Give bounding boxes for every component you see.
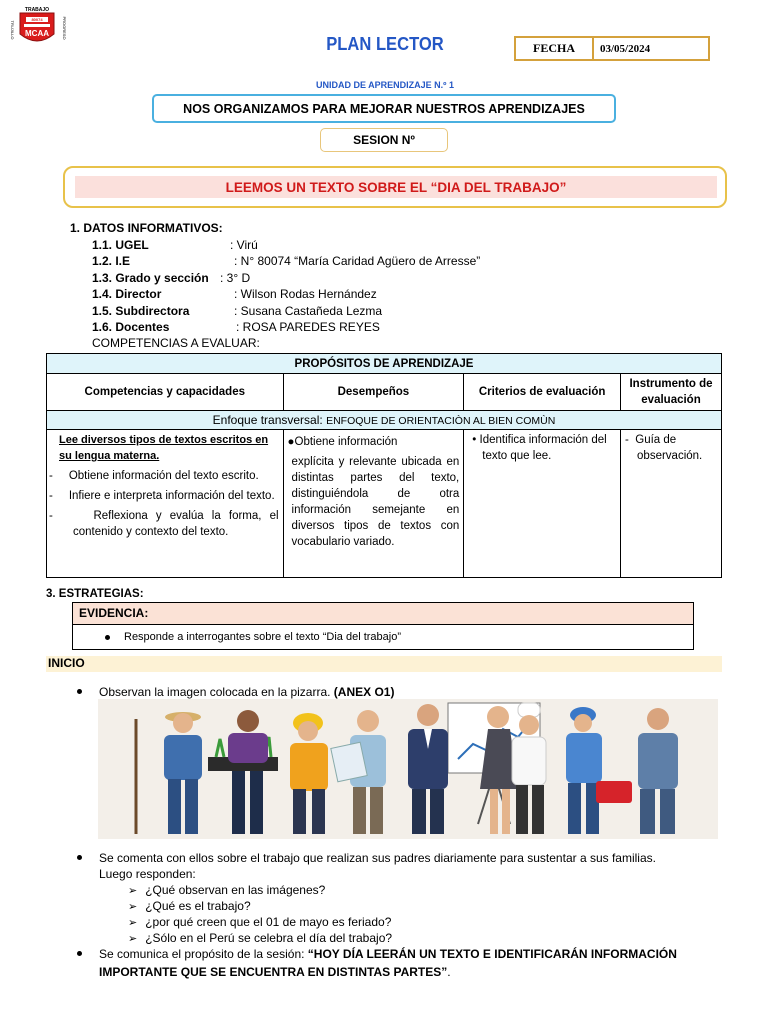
start-bullet-1 xyxy=(99,684,394,700)
date-box xyxy=(514,36,710,61)
capacity-text: Reflexiona y evalúa la forma, el contenido y contexto del texto. xyxy=(73,510,279,538)
column-header: Competencias y capacidades xyxy=(47,374,284,411)
performance-lead: Obtiene información xyxy=(294,436,398,448)
purpose-text-2: IMPORTANTE QUE SE ENCUENTRA EN DISTINTAS PARTES” xyxy=(99,965,448,979)
arrow-bullet-icon: ➢ xyxy=(128,885,138,897)
arrow-bullet-icon: ➢ xyxy=(128,901,138,913)
info-value: : Susana Castañeda Lezma xyxy=(234,303,383,318)
question-text: ¿por qué creen que el 01 de mayo es feriado? xyxy=(145,915,392,929)
page-title: PLAN LECTOR xyxy=(326,34,444,54)
bullet-icon xyxy=(77,855,82,860)
competency-title: Lee diversos tipos de textos escritos en su lengua materna. xyxy=(59,434,269,462)
arrow-bullet-icon: ➢ xyxy=(128,933,138,945)
evidence-box xyxy=(72,602,694,650)
bullet-text: Se comenta con ellos sobre el trabajo que realizan sus padres diariamente para sustentar a sus familias. xyxy=(99,851,656,865)
column-header: Criterios de evaluación xyxy=(464,374,621,411)
unit-title: NOS ORGANIZAMOS PARA MEJORAR NUESTROS APRENDIZAJES xyxy=(152,94,616,123)
transversal-approach xyxy=(47,411,722,430)
question-text: ¿Qué es el trabajo? xyxy=(145,899,251,913)
info-row xyxy=(70,303,383,320)
start-section-heading: INICIO xyxy=(46,656,722,672)
question-item xyxy=(128,930,392,947)
bullet-bold: (ANEX O1) xyxy=(333,685,395,699)
info-value: : Wilson Rodas Hernández xyxy=(234,287,377,301)
logo-side-left: TRUJILLO xyxy=(10,20,15,40)
info-row xyxy=(70,319,380,336)
approach-value: ENFOQUE DE ORIENTACIÒN AL BIEN COMÙN xyxy=(326,415,556,427)
bullet-text: Observan la imagen colocada en la pizarra. xyxy=(99,685,334,699)
arrow-bullet-icon: ➢ xyxy=(128,917,138,929)
evidence-text: Responde a interrogantes sobre el texto “Dia del trabajo” xyxy=(124,631,401,643)
capacity-text: Obtiene información del texto escrito. xyxy=(68,470,259,482)
approach-label: Enfoque transversal: xyxy=(212,413,323,427)
unit-heading: UNIDAD DE APRENDIZAJE N.º 1 xyxy=(316,80,454,90)
date-label: FECHA xyxy=(516,38,594,59)
start-bullet-3-continuation xyxy=(99,964,451,980)
performance-first-line: ●Obtiene información xyxy=(287,436,398,448)
bullet-icon xyxy=(77,951,82,956)
question-item xyxy=(128,882,325,899)
instrument-cell xyxy=(621,430,722,578)
logo-initials: MCAA xyxy=(25,29,49,38)
question-item xyxy=(128,898,251,915)
bullet-icon xyxy=(105,635,110,640)
purpose-end: . xyxy=(447,965,451,979)
strategies-heading: 3. ESTRATEGIAS: xyxy=(46,588,144,600)
instrument-text: - Guía de observación. xyxy=(625,434,703,462)
session-title: LEEMOS UN TEXTO SOBRE EL “DIA DEL TRABAJO” xyxy=(75,176,717,198)
question-item xyxy=(128,914,391,931)
evidence-item xyxy=(73,625,693,649)
capacity-item: - Reflexiona y evalúa la forma, el contenido y contexto del texto. xyxy=(49,510,279,538)
session-number: SESION Nº xyxy=(320,128,448,152)
info-row xyxy=(70,237,258,254)
info-row xyxy=(70,253,481,270)
capacity-item: - Obtiene información del texto escrito. xyxy=(49,470,259,482)
session-title-banner xyxy=(63,166,727,208)
question-text: ¿Qué observan en las imágenes? xyxy=(145,883,326,897)
learning-purposes-table xyxy=(46,353,722,578)
start-bullet-2-continuation: Luego responden: xyxy=(99,867,196,881)
logo-side-right: PROGRESO xyxy=(62,16,67,40)
bullet-text: Se comunica el propósito de la sesión: xyxy=(99,947,308,961)
workers-illustration xyxy=(98,699,718,839)
info-key: 1.2. I.E xyxy=(92,254,131,268)
competencies-heading: COMPETENCIAS A EVALUAR: xyxy=(92,336,260,350)
info-key: 1.6. Docentes xyxy=(92,320,170,334)
performance-cell xyxy=(283,430,464,578)
info-key: 1.3. Grado y sección xyxy=(92,270,209,285)
column-header: Instrumento de evaluación xyxy=(621,374,722,411)
start-bullet-2 xyxy=(99,850,656,866)
criteria-value: Identifica información del texto que lee. xyxy=(479,434,607,462)
logo-top-text: TRABAJO xyxy=(24,7,50,13)
logo-number: 80074 xyxy=(31,17,43,22)
evidence-label: EVIDENCIA: xyxy=(73,603,693,625)
instrument-value: Guía de observación. xyxy=(635,434,703,462)
info-value: : Virú xyxy=(230,237,258,252)
info-row xyxy=(70,270,251,287)
capacity-text: Infiere e interpreta información del texto. xyxy=(68,490,275,502)
school-logo xyxy=(8,4,66,48)
info-key: 1.5. Subdirectora xyxy=(92,303,190,318)
info-value: : 3° D xyxy=(220,270,251,285)
date-value: 03/05/2024 xyxy=(600,42,651,55)
capacity-item: - Infiere e interpreta información del texto. xyxy=(49,490,275,502)
info-key: 1.4. Director xyxy=(92,287,162,301)
info-row xyxy=(70,286,377,303)
general-info xyxy=(70,220,481,336)
table-title: PROPÓSITOS DE APRENDIZAJE xyxy=(47,354,722,374)
info-value: : N° 80074 “María Caridad Agüero de Arresse” xyxy=(234,254,481,268)
info-value: : ROSA PAREDES REYES xyxy=(236,320,380,334)
question-text: ¿Sólo en el Perú se celebra el día del trabajo? xyxy=(145,931,393,945)
bullet-icon xyxy=(77,689,82,694)
performance-text: explícita y relevante ubicada en distintas partes del texto, distinguiéndola de otra información semejante en diversos tipos de textos con vocabulario variado. xyxy=(291,456,460,548)
competencies-cell xyxy=(47,430,284,578)
criteria-text: • Identifica información del texto que lee. xyxy=(472,434,607,462)
general-info-heading: 1. DATOS INFORMATIVOS: xyxy=(70,221,223,235)
criteria-cell xyxy=(464,430,621,578)
column-header: Desempeños xyxy=(283,374,464,411)
info-key: 1.1. UGEL xyxy=(92,237,149,252)
purpose-text: “HOY DÍA LEERÁN UN TEXTO E IDENTIFICARÁN INFORMACIÓN xyxy=(307,947,677,961)
start-bullet-3 xyxy=(99,946,677,962)
